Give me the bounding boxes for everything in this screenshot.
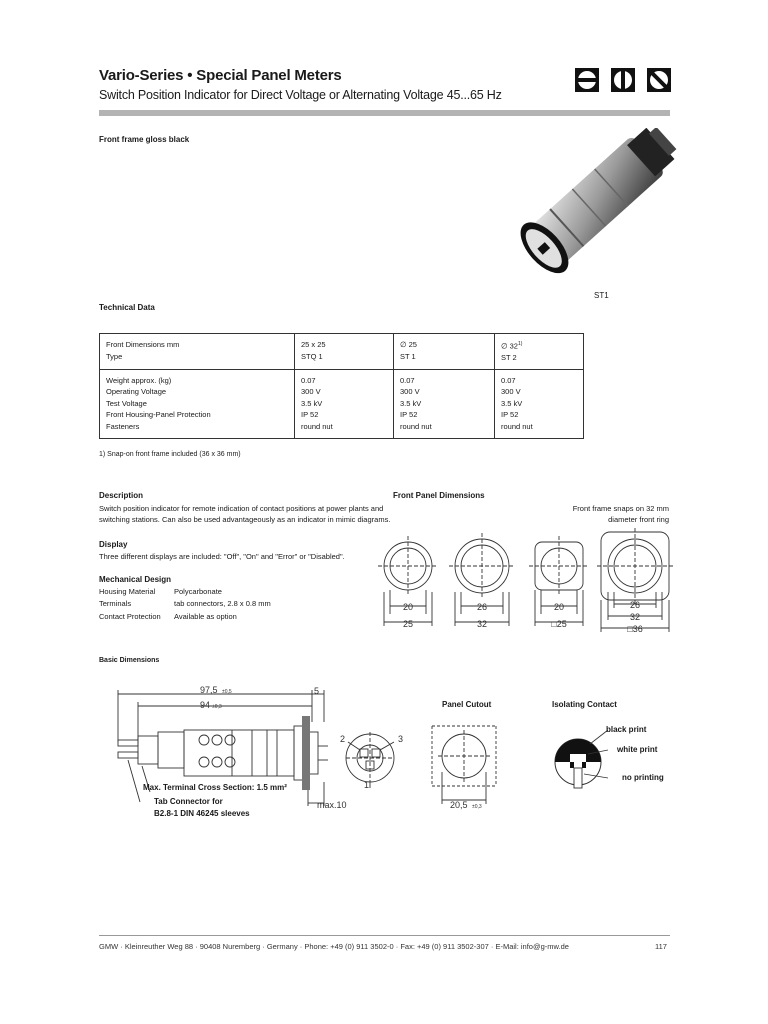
front-panel-heading: Front Panel Dimensions — [393, 491, 485, 500]
header-rule — [99, 110, 670, 116]
st1-protection: IP 52 — [400, 410, 418, 420]
st2-operating-voltage: 300 V — [501, 387, 521, 397]
dim-5: 5 — [314, 686, 320, 696]
stq1-weight: 0.07 — [301, 375, 316, 385]
display-text: Three different displays are included: "Off", "On" and "Error" or "Disabled". — [99, 552, 345, 561]
row-label-protection: Front Housing-Panel Protection — [106, 410, 211, 420]
stq1-protection: IP 52 — [301, 410, 319, 420]
dim-94-tolerance: ±0,3 — [212, 704, 222, 710]
mech-val-terminals: tab connectors, 2.8 x 0.8 mm — [174, 599, 271, 609]
table-header-row — [100, 334, 584, 370]
front-panel-note-1: Front frame snaps on 32 mm — [572, 504, 669, 513]
dim-sq36-outer: □36 — [627, 624, 643, 634]
st2-protection: IP 52 — [501, 410, 519, 420]
photo-label: ST1 — [594, 291, 609, 300]
label-white-print: white print — [617, 745, 658, 754]
col-st1-dim: ∅ 25 — [400, 340, 417, 349]
tab-connector-note-2: B2.8-1 DIN 46245 sleeves — [154, 809, 250, 818]
dim-94: 94 — [200, 700, 211, 710]
tab-connector-note-1: Tab Connector for — [154, 797, 223, 806]
st1-fasteners: round nut — [400, 422, 432, 432]
page-title: Vario-Series • Special Panel Meters — [99, 67, 342, 84]
technical-data-heading: Technical Data — [99, 303, 155, 312]
panel-cutout-drawing — [428, 722, 500, 812]
col-st2-type: ST 2 — [501, 353, 517, 363]
description-line-1: Switch position indicator for remote indication of contact positions at power plants and — [99, 504, 384, 513]
max-10-label: max.10 — [317, 800, 347, 810]
header-label-dimensions: Front Dimensions mm — [106, 340, 180, 349]
pin-2-label: 2 — [340, 734, 346, 744]
stq1-fasteners: round nut — [301, 422, 333, 432]
col-st2-dim: ∅ 32 — [501, 341, 518, 351]
col-st2-footnote-mark: 1) — [517, 341, 523, 347]
panel-cutout-heading: Panel Cutout — [442, 700, 492, 709]
terminal-cross-section-note: Max. Terminal Cross Section: 1.5 mm² — [143, 783, 287, 792]
page-number: 117 — [655, 942, 667, 951]
footer-address: GMW · Kleinreuther Weg 88 · 90408 Nuremberg · Germany · Phone: +49 (0) 911 3502-0 · Fax: +49 (0) 911 3502-307 · E-Mail: info@g-mw.de — [99, 942, 569, 951]
mechanical-list — [99, 586, 271, 623]
mech-key-terminals: Terminals — [99, 599, 132, 609]
table-body-row — [100, 369, 584, 438]
footer-rule — [99, 935, 670, 936]
error-symbol-icon — [647, 68, 671, 92]
basic-dimensions-heading: Basic Dimensions — [99, 657, 160, 664]
row-label-operating-voltage: Operating Voltage — [106, 387, 167, 397]
table-footnote: 1) Snap-on front frame included (36 x 36 mm) — [99, 451, 241, 458]
stq1-test-voltage: 3.5 kV — [301, 398, 323, 408]
display-symbols — [574, 67, 672, 93]
row-label-fasteners: Fasteners — [106, 422, 140, 432]
dim-sq25-outer: □25 — [551, 619, 567, 629]
mech-val-housing: Polycarbonate — [174, 587, 222, 596]
st2-test-voltage: 3.5 kV — [501, 398, 523, 408]
st2-fasteners: round nut — [501, 422, 533, 432]
dim-d25-outer: 25 — [402, 619, 414, 629]
pin-3-label: 3 — [398, 734, 404, 744]
mechanical-heading: Mechanical Design — [99, 575, 172, 584]
technical-data-table — [99, 333, 584, 439]
mech-val-protection: Available as option — [174, 611, 237, 621]
isolating-contact-drawing — [550, 724, 610, 794]
dim-d25-inner: 20 — [402, 602, 414, 612]
panel-cutout-dim: 20,5 — [450, 800, 468, 810]
front-panel-note-2: diameter front ring — [608, 515, 669, 524]
col-st1-type: ST 1 — [400, 351, 416, 361]
on-symbol-icon — [611, 68, 635, 92]
dim-97-5-tolerance: ±0,5 — [222, 689, 232, 695]
label-black-print: black print — [606, 725, 647, 734]
row-label-test-voltage: Test Voltage — [106, 398, 147, 408]
description-heading: Description — [99, 491, 144, 500]
dim-sq36-ring: 32 — [629, 612, 641, 622]
st1-operating-voltage: 300 V — [400, 387, 420, 397]
row-label-weight: Weight approx. (kg) — [106, 375, 172, 385]
mech-key-housing: Housing Material — [99, 587, 156, 596]
panel-cutout-tolerance: ±0,3 — [472, 804, 482, 810]
product-photo — [495, 128, 680, 303]
st1-test-voltage: 3.5 kV — [400, 398, 422, 408]
dim-d32-outer: 32 — [476, 619, 488, 629]
label-no-printing: no printing — [622, 773, 664, 782]
display-heading: Display — [99, 540, 128, 549]
front-panel-drawing — [375, 528, 675, 640]
col-stq1-type: STQ 1 — [301, 351, 323, 361]
col-stq1-dim: 25 x 25 — [301, 340, 326, 349]
front-frame-heading: Front frame gloss black — [99, 135, 190, 144]
dim-sq36-inner: 26 — [629, 600, 641, 610]
st1-weight: 0.07 — [400, 375, 415, 385]
description-line-2: switching stations. Can also be used advantageously as an indicator in mimic diagrams. — [99, 515, 391, 524]
pin-1-label: 1 — [364, 780, 370, 790]
isolating-contact-heading: Isolating Contact — [552, 700, 617, 709]
dim-sq25-inner: 20 — [553, 602, 565, 612]
stq1-operating-voltage: 300 V — [301, 387, 321, 397]
off-symbol-icon — [575, 68, 599, 92]
mech-key-protection: Contact Protection — [99, 611, 161, 621]
dim-d32-inner: 26 — [476, 602, 488, 612]
header-label-type: Type — [106, 351, 123, 361]
page-subtitle: Switch Position Indicator for Direct Voltage or Alternating Voltage 45...65 Hz — [99, 88, 502, 102]
st2-weight: 0.07 — [501, 375, 516, 385]
dim-97-5: 97,5 — [200, 685, 218, 695]
